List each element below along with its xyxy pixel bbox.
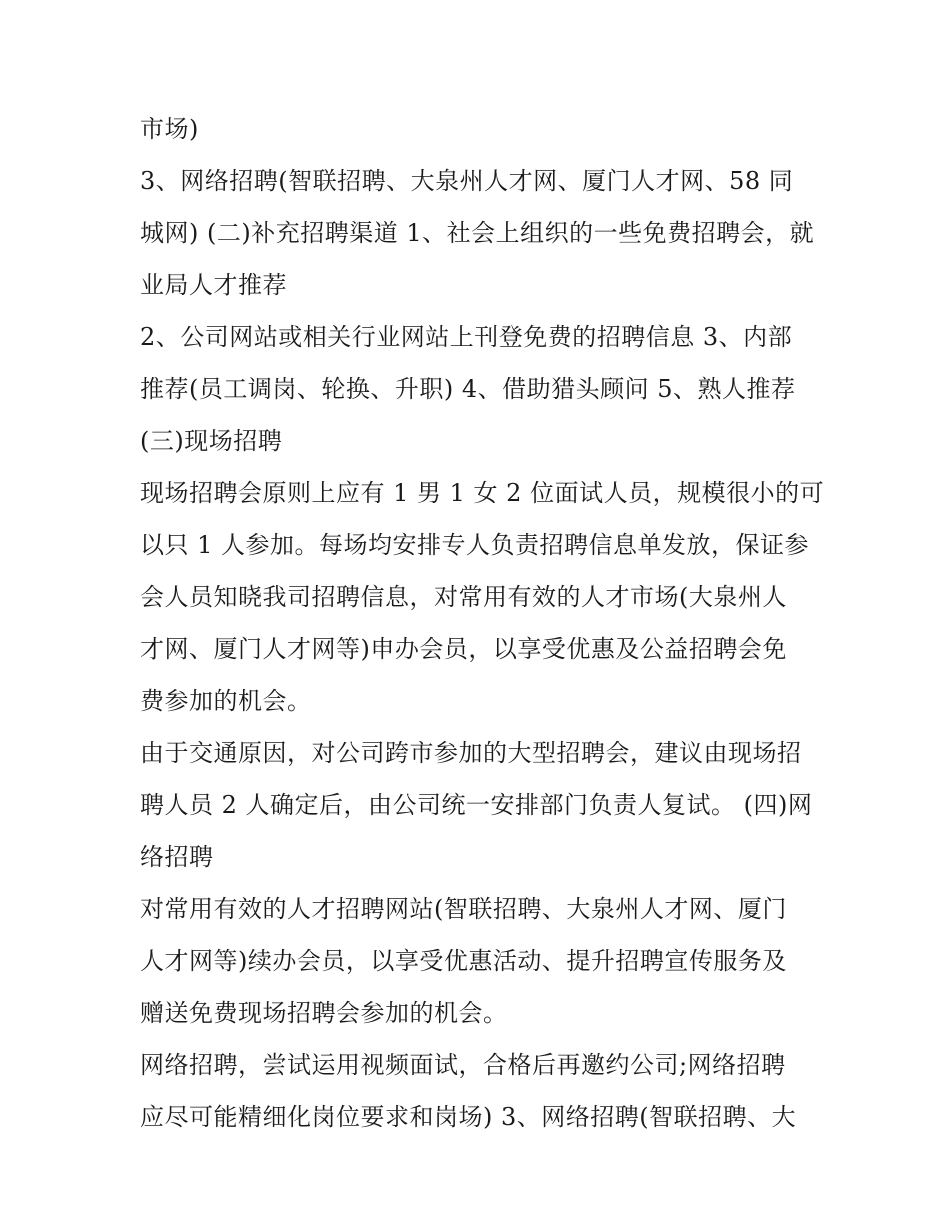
text-line: 应尽可能精细化岗位要求和岗场) 3、网络招聘(智联招聘、大 <box>140 1103 797 1131</box>
text-line: 由于交通原因，对公司跨市参加的大型招聘会，建议由现场招 <box>140 739 802 767</box>
text-line: 会人员知晓我司招聘信息，对常用有效的人才市场(大泉州人 <box>140 583 787 611</box>
text-line: 现场招聘会原则上应有 1 男 1 女 2 位面试人员，规模很小的可 <box>140 479 825 507</box>
section-heading: (三)现场招聘 <box>140 427 283 455</box>
text-line: 赠送免费现场招聘会参加的机会。 <box>140 999 508 1027</box>
text-line: 以只 1 人参加。每场均安排专人负责招聘信息单发放，保证参 <box>140 531 810 559</box>
text-line: 业局人才推荐 <box>140 271 287 299</box>
text-line: 人才网等)续办会员，以享受优惠活动、提升招聘宣传服务及 <box>140 947 787 975</box>
text-line: 市场) <box>140 115 199 143</box>
text-line: 对常用有效的人才招聘网站(智联招聘、大泉州人才网、厦门 <box>140 895 787 923</box>
text-line: 聘人员 2 人确定后，由公司统一安排部门负责人复试。 (四)网 <box>140 791 813 819</box>
text-line: 城网) (二)补充招聘渠道 1、社会上组织的一些免费招聘会，就 <box>140 219 815 247</box>
document-page <box>140 103 825 1143</box>
text-line: 网络招聘，尝试运用视频面试，合格后再邀约公司;网络招聘 <box>140 1051 786 1079</box>
text-line: 费参加的机会。 <box>140 687 312 715</box>
text-line: 推荐(员工调岗、轮换、升职) 4、借助猎头顾问 5、熟人推荐 <box>140 375 796 403</box>
text-line: 3、网络招聘(智联招聘、大泉州人才网、厦门人才网、58 同 <box>140 167 794 195</box>
text-line: 2、公司网站或相关行业网站上刊登免费的招聘信息 3、内部 <box>140 323 793 351</box>
text-line: 才网、厦门人才网等)申办会员，以享受优惠及公益招聘会免 <box>140 635 787 663</box>
text-line: 络招聘 <box>140 843 214 871</box>
